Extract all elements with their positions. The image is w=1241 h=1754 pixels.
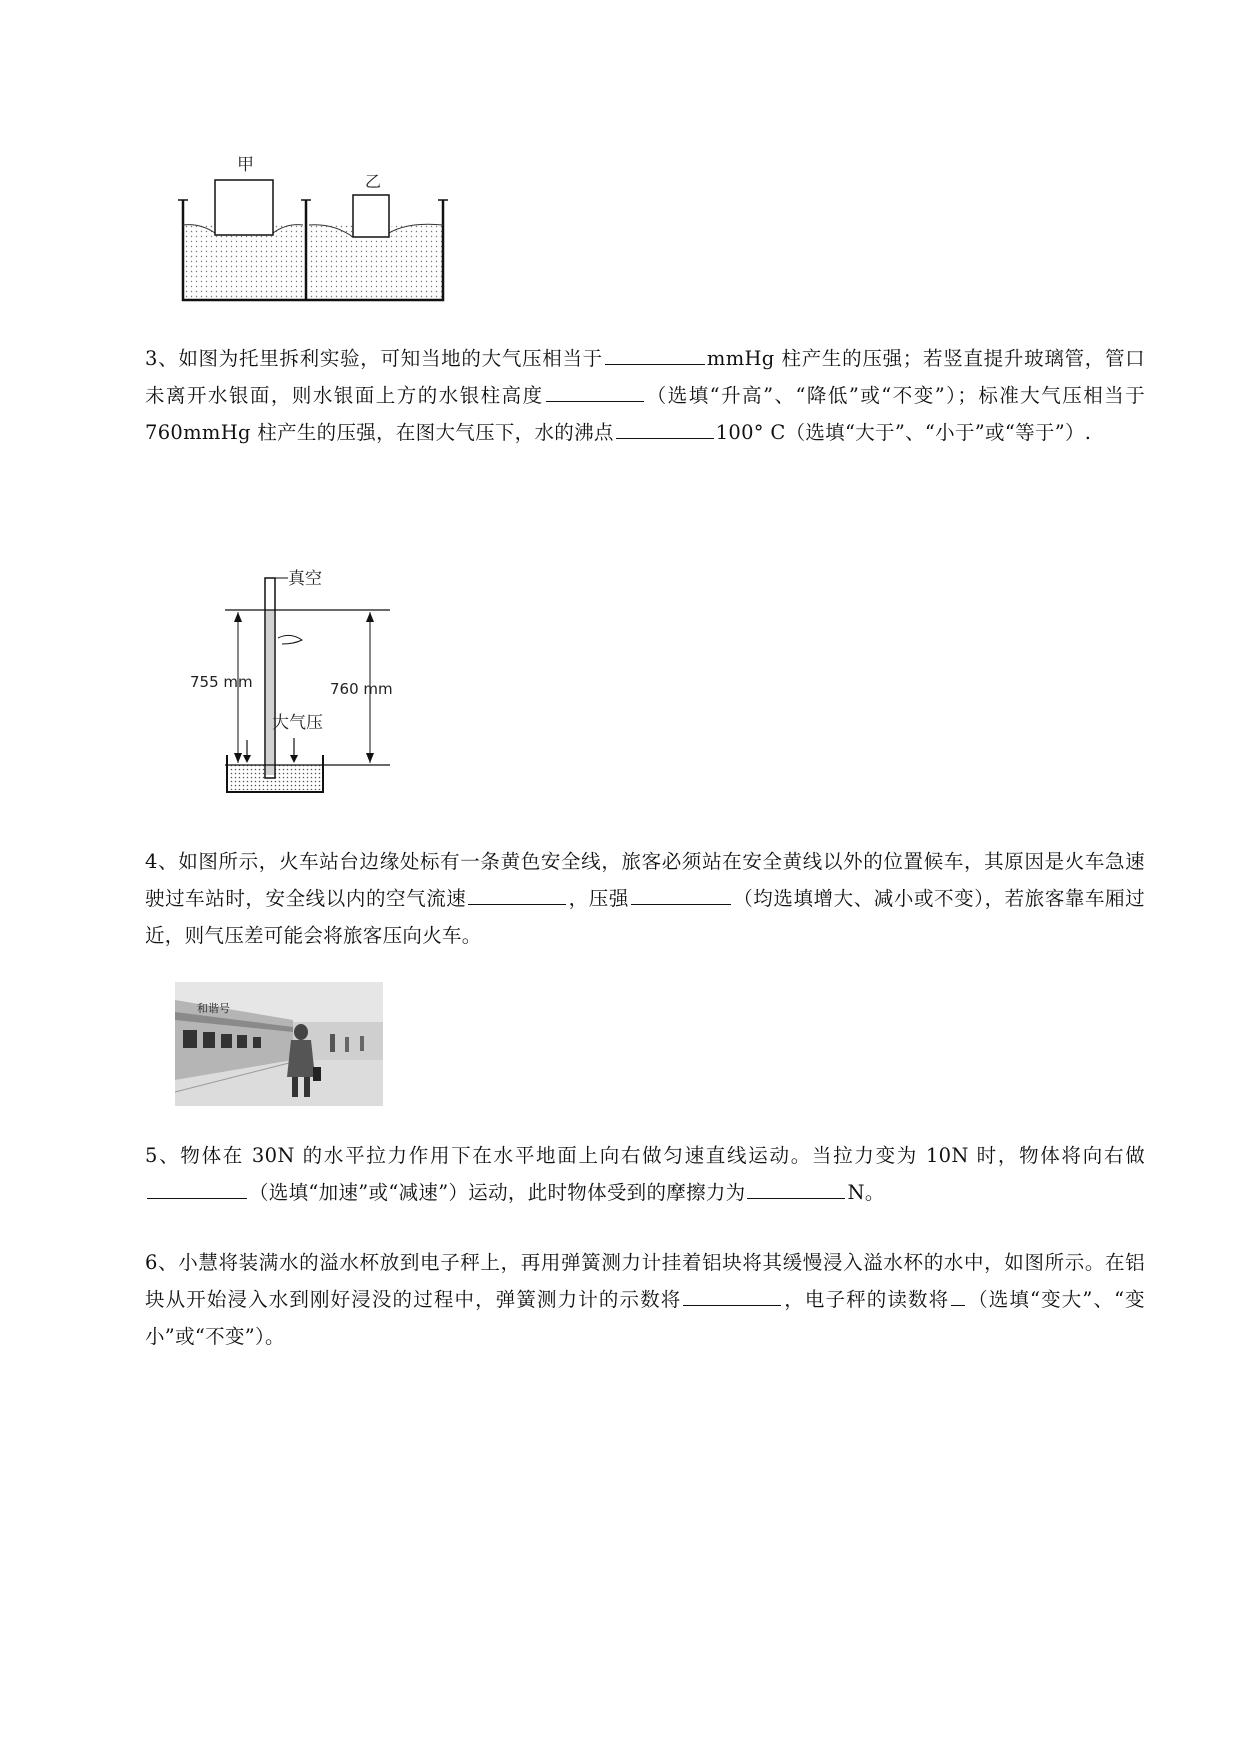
blocks-diagram xyxy=(175,145,455,305)
q4-text-3: （均选填增大、减小或不变），若旅客靠车厢过近，则气压差可能会将旅客压向火车。 xyxy=(145,887,1145,947)
figure-torricelli xyxy=(190,560,430,810)
q4-blank-1[interactable] xyxy=(468,882,566,905)
q3-blank-1[interactable] xyxy=(605,342,705,365)
q5-blank-2[interactable] xyxy=(747,1176,845,1199)
label-755mm: 755 mm xyxy=(190,673,253,691)
q3-text-4: 100° C（选填“大于”、“小于”或“等于”）. xyxy=(715,421,1092,444)
q4-text-2: ，压强 xyxy=(568,887,629,910)
label-760mm: 760 mm xyxy=(330,680,393,698)
q5-text-1: 5、物体在 30N 的水平拉力作用下在水平地面上向右做匀速直线运动。当拉力变为 10N 时，物体将向右做 xyxy=(145,1144,1145,1167)
q4-text-1: 4、如图所示，火车站台边缘处标有一条黄色安全线，旅客必须站在安全黄线以外的位置候车，其原因是火车急速驶过车站时，安全线以内的空气流速 xyxy=(145,850,1145,910)
figure-blocks-in-sand xyxy=(175,145,455,305)
question-3 xyxy=(145,340,1145,451)
q3-blank-3[interactable] xyxy=(616,416,714,439)
q3-text-3: （选填“升高”、“降低”或“不变”）；标准大气压相当于 760mmHg 柱产生的压强，在图大气压下，水的沸点 xyxy=(145,384,1145,444)
torricelli-diagram xyxy=(190,560,430,810)
train-sign: 和谐号 xyxy=(197,1002,230,1015)
q3-blank-2[interactable] xyxy=(546,379,644,402)
label-jia: 甲 xyxy=(237,155,254,175)
q6-text-1: 6、小慧将装满水的溢水杯放到电子秤上，再用弹簧测力计挂着铝块将其缓慢浸入溢水杯的水中，如图所示。在铝块从开始浸入水到刚好浸没的过程中，弹簧测力计的示数将 xyxy=(145,1251,1145,1311)
q3-text-2: mmHg 柱产生的压强；若竖直提升玻璃管，管口未离开水银面，则水银面上方的水银柱高度 xyxy=(145,347,1145,407)
q6-text-2: ，电子秤的读数将 xyxy=(783,1288,950,1311)
label-vacuum: 真空 xyxy=(288,569,322,589)
q4-blank-2[interactable] xyxy=(631,882,731,905)
figure-train-platform-photo xyxy=(175,982,383,1106)
question-6 xyxy=(145,1244,1145,1355)
q5-text-2: （选填“加速”或“减速”）运动，此时物体受到的摩擦力为 xyxy=(249,1181,746,1204)
q6-blank-1[interactable] xyxy=(683,1283,781,1306)
label-atmosphere: 大气压 xyxy=(272,713,323,733)
q5-blank-1[interactable] xyxy=(147,1176,247,1199)
question-5 xyxy=(145,1137,1145,1211)
label-yi: 乙 xyxy=(365,172,382,191)
q6-blank-2[interactable] xyxy=(951,1283,965,1306)
q6-text-3: （选填“变大”、“变小”或“不变”）。 xyxy=(145,1288,1145,1348)
train-photo xyxy=(175,982,383,1106)
question-4 xyxy=(145,843,1145,954)
q5-text-3: N。 xyxy=(847,1181,885,1204)
q3-text-1: 3、如图为托里拆利实验，可知当地的大气压相当于 xyxy=(145,347,603,370)
